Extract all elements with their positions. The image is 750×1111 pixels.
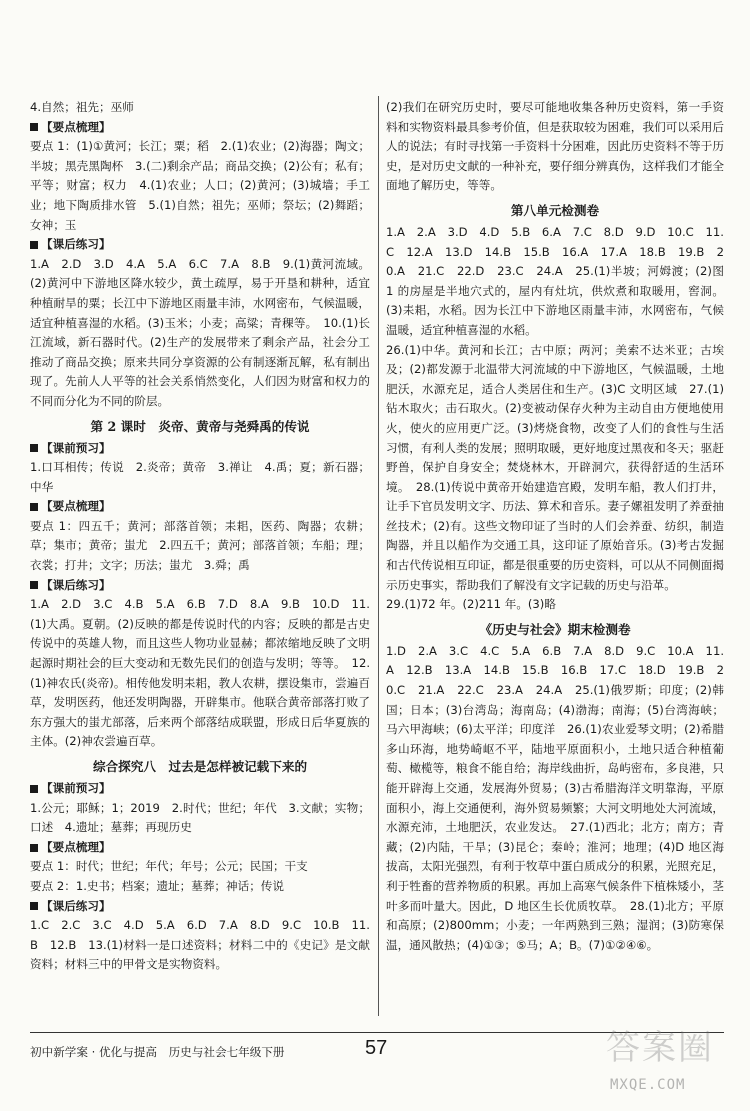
section-tag: 【要点梳理】 bbox=[30, 838, 370, 858]
page-number: 57 bbox=[365, 1037, 388, 1059]
section-heading: 第八单元检测卷 bbox=[510, 202, 600, 218]
section-tag: 【要点梳理】 bbox=[30, 497, 370, 517]
answer-paragraph: 要点 2：1.史书；档案；遗址；墓葬；神话；传说 bbox=[30, 878, 284, 893]
answer-paragraph: 1.A 2.D 3.D 4.A 5.A 6.C 7.A 8.B 9.(1)黄河流域。(2)黄河中下游地区降水较少，黄土疏厚，易于开垦和耕种，适宜种植耐旱的粟；长江中下游地区雨量丰沛，水网密布，气候温暖，适宜种植喜湿的水稻。(3)玉米；小麦；高粱；青稞等。 10.(1)长江流域，新石器时代。(2)生产的发展带来了剩余产品，社会分工推动了商品交换；原来共同分享资源的公有制逐渐瓦解，私有制出现了。先前人人平等的社会关系悄然变化，人们因为财富和权力的不同而分化为不同的阶层。 bbox=[30, 256, 370, 408]
watermark-url: MXQE.COM bbox=[610, 1077, 686, 1093]
section-tag: 【要点梳理】 bbox=[30, 118, 370, 138]
answer-paragraph: 要点 1：(1)①黄河；长江；粟；稻 2.(1)农业；(2)海器；陶文；半坡；黑壳黑陶杯 3.(二)剩余产品；商品交换；(2)公有；私有；平等；财富；权力 4.(1)农业；人口；(2)黄河；(3)城墙；手工业；地下陶质排水管 5.(1)自然；祖先；巫师；祭坛；(2)舞蹈；女神；玉 bbox=[30, 139, 370, 232]
answer-paragraph: 要点 1：时代；世纪；年代；年号；公元；民国；干支 bbox=[30, 859, 308, 874]
section-tag: 【课后练习】 bbox=[30, 235, 370, 255]
answer-paragraph: 1.口耳相传；传说 2.炎帝；黄帝 3.禅让 4.禹；夏；新石器；中华 bbox=[30, 460, 370, 494]
answer-paragraph: 1.公元；耶稣；1；2019 2.时代；世纪；年代 3.文献；实物；口述 4.遗址；墓葬；再现历史 bbox=[30, 800, 370, 835]
section-tag: 【课前预习】 bbox=[30, 439, 370, 459]
footer-series-title: 初中新学案 · 优化与提高 历史与社会七年级下册 bbox=[30, 1045, 285, 1059]
answer-paragraph: 29.(1)72 年。(2)211 年。(3)略 bbox=[386, 597, 556, 612]
watermark-logo: 答案圈 bbox=[606, 1028, 714, 1068]
answer-paragraph: 1.A 2.D 3.C 4.B 5.A 6.B 7.D 8.A 9.B 10.D 11.(1)大禹。夏朝。(2)反映的都是传说时代的内容；反映的都是古史传说中的英雄人物，而且这些人物功业显赫；都浓缩地反映了文明起源时期社会的巨大变动和无数先民们的创造与发明；等等。 12.(1)神农氏(炎帝)。相传他发明耒耜，教人农耕，摆设集市，尝遍百草，发明医药，他还发明陶器，开辟集市。他联合黄帝部落打败了东方强大的蚩尤部落，后来两个部落结成联盟，形成日后华夏族的主体。(2)神农尝遍百草。 bbox=[30, 597, 370, 749]
section-tag: 【课后练习】 bbox=[30, 576, 370, 596]
answer-paragraph: 1.A 2.A 3.D 4.D 5.B 6.A 7.C 8.D 9.D 10.C 11.C 12.A 13.D 14.B 15.B 16.A 17.A 18.B 19.B 20.A 21.C 22.D 23.C 24.A 25.(1)半坡；河姆渡；(2)图 1 的房屋是半地穴式的，屋内有灶坑，供炊煮和取暖用，窖洞。(3)耒耜，水稻。因为长江中下游地区雨量丰沛，水网密布，气候温暖，适宜种植喜湿的水稻。 bbox=[386, 224, 724, 337]
answer-paragraph: 4.自然；祖先；巫师 bbox=[30, 100, 134, 114]
section-tag: 【课后练习】 bbox=[30, 897, 370, 917]
answer-paragraph: 1.C 2.C 3.C 4.D 5.A 6.D 7.A 8.D 9.C 10.B 11.B 12.B 13.(1)材料一是口述资料；材料二中的《史记》是文献资料；材料三中的甲骨文是实物资料。 bbox=[30, 918, 370, 972]
right-column bbox=[386, 98, 724, 955]
answer-paragraph: (2)我们在研究历史时，要尽可能地收集各种历史资料，第一手资料和实物资料最具参考价值，但是获取较为困难，我们可以采用后人的说法；有时寻找第一手资料十分困难，因此历史资料不等于历史，是对历史文献的一种补充，要仔细分辨真伪，这样我们才能全面地了解历史，等等。 bbox=[386, 100, 724, 193]
section-tag: 【课前预习】 bbox=[30, 779, 370, 799]
answer-paragraph: 1.D 2.A 3.C 4.C 5.A 6.B 7.A 8.D 9.C 10.A 11.A 12.B 13.A 14.B 15.B 16.B 17.C 18.D 19.B 20.C 21.A 22.C 23.A 24.A 25.(1)俄罗斯；印度；(2)韩国；日本；(3)台湾岛；海南岛；(4)渤海；南海；(5)台湾海峡；马六甲海峡；(6)太平洋；印度洋 26.(1)农业爱琴文明；(2)希腊多山环海，地势崎岖不平，陆地平原面积小，土地只适合种植葡萄、橄榄等，粮食不能自给；海岸线曲折，岛屿密布，多良港，只能开辟海上交通，发展海外贸易；(3)古希腊海洋文明靠海，平原面积小，海上交通便利，海外贸易频繁；大河文明地处大河流域，水源充沛，土地肥沃，农业发达。 27.(1)西北；北方；南方；青藏；(2)内陆，干旱；(3)昆仑；秦岭；淮河；地理；(4)D 地区海拔高，太阳光强烈，有利于牧草中蛋白质成分的积累，光照充足，利于牲畜的营养物质的积累。再加上高寒气候条件下植株矮小，茎叶多而叶量大。因此，D 地区生长优质牧草。 28.(1)北方；平原和高原；(2)800mm；小麦；一年两熟到三熟；湿润；(3)防寒保温，通风散热；(4)①③；⑤马；A；B。(7)①②④⑥。 bbox=[386, 643, 724, 952]
section-heading: 综合探究八 过去是怎样被记载下来的 bbox=[92, 759, 308, 774]
column-divider bbox=[378, 96, 379, 1016]
left-column bbox=[30, 98, 370, 975]
answer-paragraph: 26.(1)中华。黄河和长江；古中原；两河；美索不达米亚；古埃及；(2)都发源于北温带大河流域的中下游地区，气候温暖，土地肥沃，水源充足，适合人类居住和生产。(3)C 文明区域 27.(1)钻木取火；击石取火。(2)变被动保存火种为主动自由方便地使用火，使火的应用更广泛。(3)烤烧食物，改变了人们的食性与生活习惯，有利人类的发展；照明取暖，更好地度过黑夜和冬天；驱赶野兽，保护自身安全；焚烧林木，开辟洞穴，获得舒适的生活环境。 28.(1)传说中黄帝开始建造宫殿，发明车船，教人们打井，让手下官员发明文字、历法、算术和音乐。妻子嫘祖发明了养蚕抽丝技术；(2)有。这些文物印证了当时的人们会养蚕、纺织，制造陶器，并且以船作为交通工具，这印证了原始音乐。(3)考古发掘和古代传说相互印证，都是很重要的历史资料，可以从不同侧面揭示历史事实，帮助我们了解没有文字记载的历史与沿革。 bbox=[386, 342, 724, 592]
section-heading: 《历史与社会》期末检测卷 bbox=[479, 621, 631, 637]
answer-paragraph: 要点 1：四五千；黄河；部落首领；耒耜，医药、陶器；农耕；草；集市；黄帝；蚩尤 2.四五千；黄河；部落首领；车船；理；衣裳；打井；文字；历法；蚩尤 3.舜；禹 bbox=[30, 518, 370, 573]
section-heading: 第 2 课时 炎帝、黄帝与尧舜禹的传说 bbox=[90, 418, 310, 434]
